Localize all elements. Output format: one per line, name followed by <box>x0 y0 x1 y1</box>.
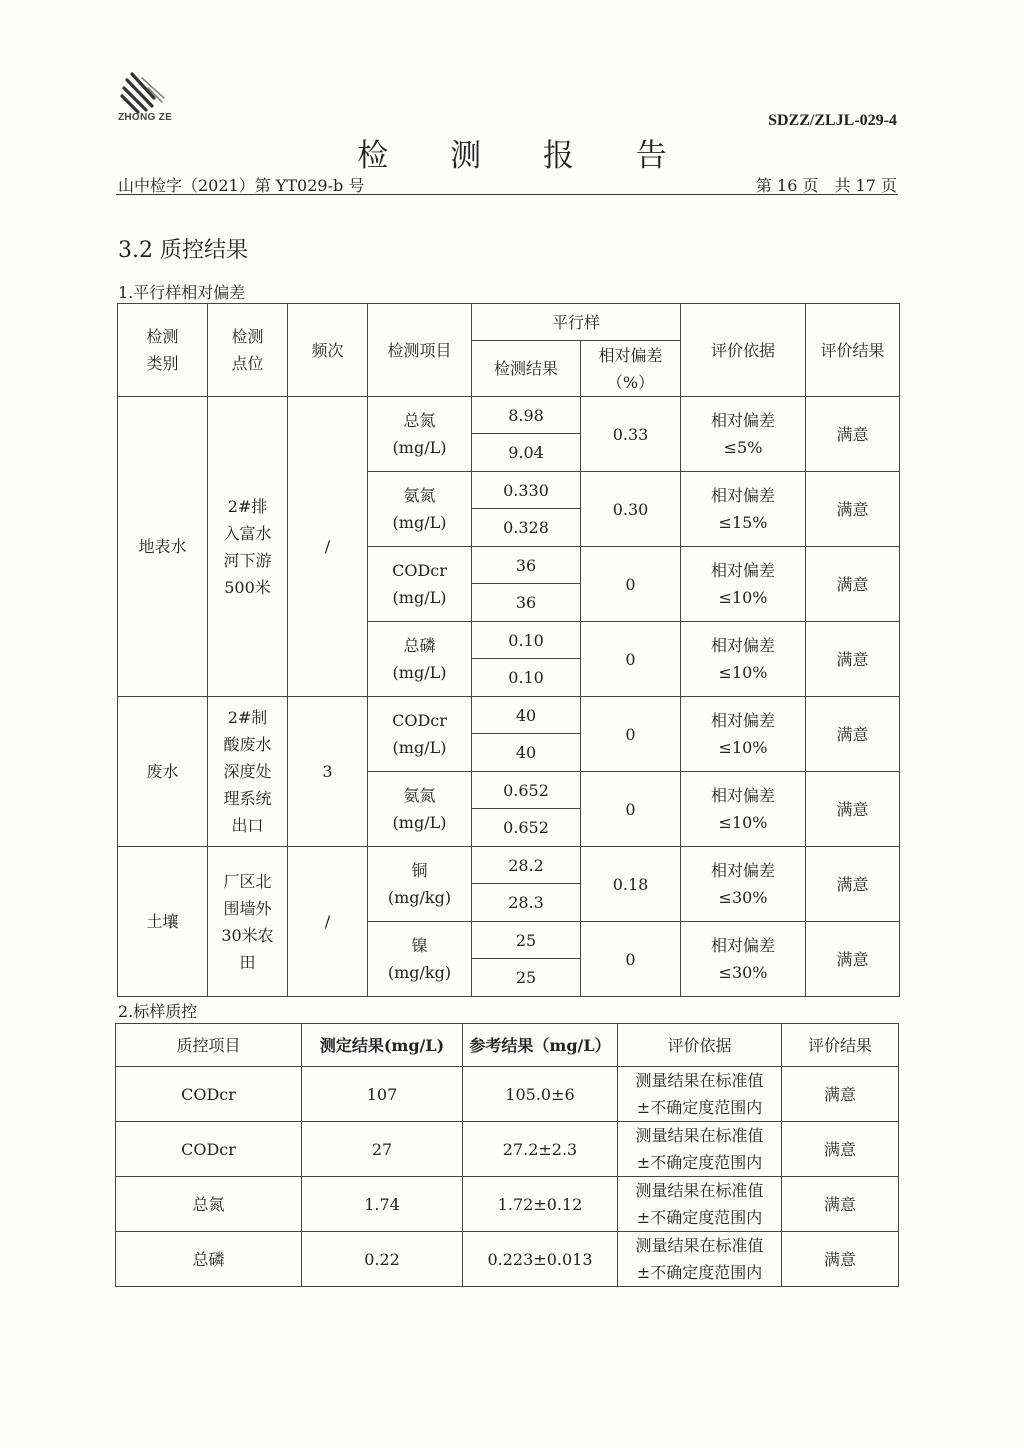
standard-cell: 满意 <box>782 1232 899 1287</box>
item-cell: 氨氮 (mg/L) <box>368 772 472 847</box>
page-title: 检 测 报 告 <box>357 138 693 174</box>
page-number: 第 16 页 共 17 页 <box>755 176 897 195</box>
header-parallel: 平行样 <box>472 304 681 341</box>
header-location: 检测点位 <box>208 304 288 397</box>
standard-sample-label: 2.标样质控 <box>118 1002 198 1021</box>
result-1-cell: 36 <box>472 547 581 584</box>
standard-cell: 107 <box>302 1067 463 1122</box>
frequency-cell: / <box>288 847 368 997</box>
result-1-cell: 8.98 <box>472 397 581 434</box>
basis-cell: 相对偏差 ≤10% <box>681 772 806 847</box>
basis-cell: 相对偏差 ≤10% <box>681 622 806 697</box>
location-cell: 2#制酸废水深度处理系统出口 <box>208 697 288 847</box>
standard-sample-table <box>115 1023 899 1287</box>
basis-cell: 相对偏差 ≤30% <box>681 922 806 997</box>
result-2-cell: 25 <box>472 959 581 997</box>
evaluation-cell: 满意 <box>806 772 900 847</box>
header-divider <box>116 194 898 195</box>
item-cell: CODcr (mg/L) <box>368 547 472 622</box>
item-cell: 总磷 (mg/L) <box>368 622 472 697</box>
deviation-cell: 0.30 <box>581 472 681 547</box>
table-row <box>118 697 900 734</box>
table-row <box>116 1067 899 1122</box>
result-2-cell: 0.10 <box>472 659 581 697</box>
header-deviation: 相对偏差（%） <box>581 341 681 397</box>
frequency-cell: / <box>288 397 368 697</box>
header-result: 检测结果 <box>472 341 581 397</box>
frequency-cell: 3 <box>288 697 368 847</box>
item-cell: CODcr (mg/L) <box>368 697 472 772</box>
basis-cell: 相对偏差 ≤10% <box>681 547 806 622</box>
result-1-cell: 28.2 <box>472 847 581 884</box>
parallel-sample-label: 1.平行样相对偏差 <box>118 283 246 302</box>
table-row <box>118 847 900 884</box>
evaluation-cell: 满意 <box>806 397 900 472</box>
standard-header-cell: 参考结果（mg/L） <box>463 1024 618 1067</box>
category-cell: 地表水 <box>118 397 208 697</box>
basis-cell: 相对偏差 ≤30% <box>681 847 806 922</box>
deviation-cell: 0 <box>581 697 681 772</box>
evaluation-cell: 满意 <box>806 547 900 622</box>
item-cell: 铜 (mg/kg) <box>368 847 472 922</box>
category-cell: 废水 <box>118 697 208 847</box>
standard-cell: 满意 <box>782 1122 899 1177</box>
result-2-cell: 28.3 <box>472 884 581 922</box>
deviation-cell: 0.33 <box>581 397 681 472</box>
result-1-cell: 0.330 <box>472 472 581 509</box>
standard-cell: 测量结果在标准值±不确定度范围内 <box>618 1122 782 1177</box>
standard-cell: 105.0±6 <box>463 1067 618 1122</box>
standard-header-cell: 评价结果 <box>782 1024 899 1067</box>
table-row <box>118 397 900 434</box>
standard-header-cell: 测定结果(mg/L) <box>302 1024 463 1067</box>
evaluation-cell: 满意 <box>806 622 900 697</box>
category-cell: 土壤 <box>118 847 208 997</box>
result-2-cell: 0.328 <box>472 509 581 547</box>
standard-cell: 满意 <box>782 1177 899 1232</box>
standard-cell: CODcr <box>116 1122 302 1177</box>
result-2-cell: 40 <box>472 734 581 772</box>
standard-cell: CODcr <box>116 1067 302 1122</box>
document-code: SDZZ/ZLJL-029-4 <box>768 112 897 129</box>
header-basis: 评价依据 <box>681 304 806 397</box>
item-cell: 总氮 (mg/L) <box>368 397 472 472</box>
evaluation-cell: 满意 <box>806 847 900 922</box>
item-cell: 氨氮 (mg/L) <box>368 472 472 547</box>
report-number: 山中检字（2021）第 YT029-b 号 <box>118 176 365 195</box>
result-1-cell: 0.10 <box>472 622 581 659</box>
header-frequency: 频次 <box>288 304 368 397</box>
table-row <box>116 1122 899 1177</box>
basis-cell: 相对偏差 ≤5% <box>681 397 806 472</box>
header-category: 检测类别 <box>118 304 208 397</box>
basis-cell: 相对偏差 ≤15% <box>681 472 806 547</box>
logo-text: ZHONG ZE <box>118 112 173 123</box>
table-header-row <box>116 1024 899 1067</box>
deviation-cell: 0 <box>581 622 681 697</box>
result-1-cell: 40 <box>472 697 581 734</box>
table-row <box>116 1177 899 1232</box>
deviation-cell: 0 <box>581 772 681 847</box>
section-title: 3.2 质控结果 <box>118 238 248 263</box>
standard-cell: 0.223±0.013 <box>463 1232 618 1287</box>
standard-cell: 27 <box>302 1122 463 1177</box>
standard-cell: 测量结果在标准值±不确定度范围内 <box>618 1067 782 1122</box>
standard-cell: 27.2±2.3 <box>463 1122 618 1177</box>
deviation-cell: 0 <box>581 547 681 622</box>
standard-cell: 0.22 <box>302 1232 463 1287</box>
table-row <box>116 1232 899 1287</box>
result-1-cell: 0.652 <box>472 772 581 809</box>
parallel-sample-table <box>117 303 900 997</box>
deviation-cell: 0 <box>581 922 681 997</box>
standard-cell: 测量结果在标准值±不确定度范围内 <box>618 1177 782 1232</box>
deviation-cell: 0.18 <box>581 847 681 922</box>
header-item: 检测项目 <box>368 304 472 397</box>
item-cell: 镍 (mg/kg) <box>368 922 472 997</box>
standard-cell: 1.74 <box>302 1177 463 1232</box>
result-2-cell: 0.652 <box>472 809 581 847</box>
result-1-cell: 25 <box>472 922 581 959</box>
location-cell: 厂区北围墙外30米农田 <box>208 847 288 997</box>
basis-cell: 相对偏差 ≤10% <box>681 697 806 772</box>
header-evaluation: 评价结果 <box>806 304 900 397</box>
standard-cell: 满意 <box>782 1067 899 1122</box>
standard-cell: 总磷 <box>116 1232 302 1287</box>
standard-cell: 1.72±0.12 <box>463 1177 618 1232</box>
evaluation-cell: 满意 <box>806 472 900 547</box>
standard-cell: 测量结果在标准值±不确定度范围内 <box>618 1232 782 1287</box>
result-2-cell: 9.04 <box>472 434 581 472</box>
evaluation-cell: 满意 <box>806 922 900 997</box>
standard-cell: 总氮 <box>116 1177 302 1232</box>
result-2-cell: 36 <box>472 584 581 622</box>
standard-header-cell: 质控项目 <box>116 1024 302 1067</box>
evaluation-cell: 满意 <box>806 697 900 772</box>
standard-header-cell: 评价依据 <box>618 1024 782 1067</box>
location-cell: 2#排入富水河下游500米 <box>208 397 288 697</box>
